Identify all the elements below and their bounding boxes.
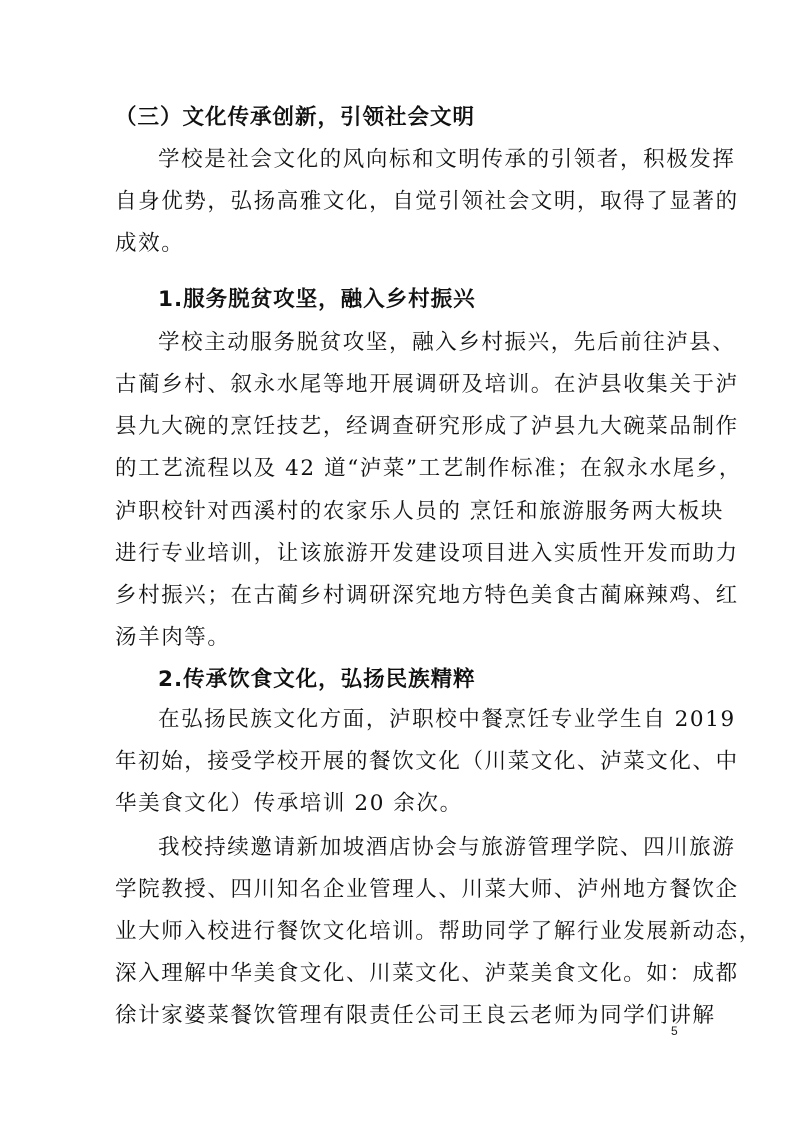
paragraph-line: 学院教授、四川知名企业管理人、川菜大师、泸州地方餐饮企 bbox=[115, 877, 739, 902]
paragraph-line: 徐计家婆菜餐饮管理有限责任公司王良云老师为同学们讲解 bbox=[115, 1003, 716, 1028]
paragraph-line: 深入理解中华美食文化、川菜文化、泸菜美食文化。如：成都 bbox=[115, 961, 739, 986]
paragraph-line: 泸职校针对西溪村的农家乐人员的 烹饪和旅游服务两大板块 bbox=[115, 499, 725, 524]
paragraph-line: 乡村振兴；在古蔺乡村调研深究地方特色美食古蔺麻辣鸡、红 bbox=[115, 583, 739, 608]
paragraph-line: 县九大碗的烹饪技艺，经调查研究形成了泸县九大碗菜品制作 bbox=[115, 414, 739, 439]
section-heading: （三）文化传承创新，引领社会文明 bbox=[115, 105, 476, 130]
paragraph-line: 在弘扬民族文化方面，泸职校中餐烹饪专业学生自 2019 bbox=[158, 707, 736, 732]
paragraph-line: 古蔺乡村、叙永水尾等地开展调研及培训。在泸县收集关于泸 bbox=[115, 372, 739, 397]
paragraph-line: 华美食文化）传承培训 20 余次。 bbox=[115, 791, 463, 816]
paragraph-line: 我校持续邀请新加坡酒店协会与旅游管理学院、四川旅游 bbox=[158, 835, 736, 860]
paragraph-line: 进行专业培训，让该旅游开发建设项目进入实质性开发而助力 bbox=[115, 541, 739, 566]
page-number: 5 bbox=[671, 1024, 678, 1038]
paragraph-line: 汤羊肉等。 bbox=[115, 625, 231, 650]
paragraph-line: 年初始，接受学校开展的餐饮文化（川菜文化、泸菜文化、中 bbox=[115, 749, 739, 774]
subheading-2: 2.传承饮食文化，弘扬民族精粹 bbox=[158, 667, 476, 692]
subheading-1: 1.服务脱贫攻坚，融入乡村振兴 bbox=[158, 287, 476, 312]
paragraph-line: 业大师入校进行餐饮文化培训。帮助同学了解行业发展新动态， bbox=[115, 919, 762, 944]
intro-line: 成效。 bbox=[115, 231, 185, 256]
intro-line: 自身优势，弘扬高雅文化，自觉引领社会文明，取得了显著的 bbox=[115, 189, 739, 214]
intro-line: 学校是社会文化的风向标和文明传承的引领者，积极发挥 bbox=[158, 147, 736, 172]
paragraph-line: 学校主动服务脱贫攻坚，融入乡村振兴，先后前往泸县、 bbox=[158, 330, 736, 355]
paragraph-line: 的工艺流程以及 42 道“泸菜”工艺制作标准；在叙永水尾乡， bbox=[115, 456, 743, 481]
